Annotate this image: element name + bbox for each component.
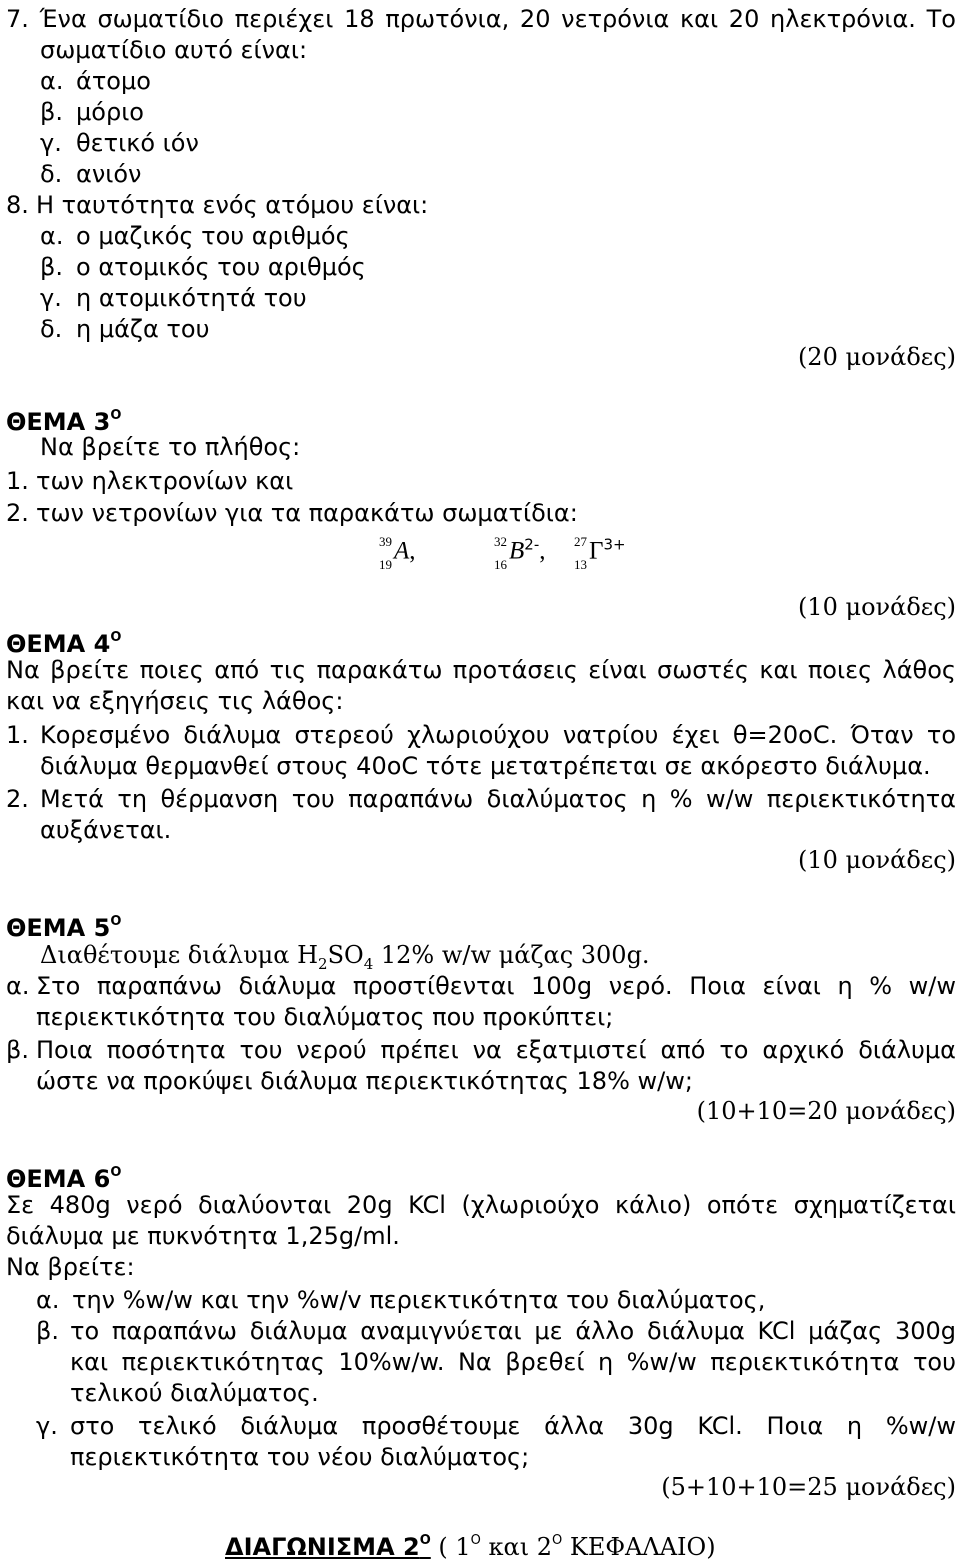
thema4-item1-line2: διάλυμα θερμανθεί στους 40οC τότε μετατρέπεται σε ακόρεστο διάλυμα. xyxy=(40,752,931,780)
thema3-intro: Να βρείτε το πλήθος: xyxy=(40,433,301,461)
q8-option-c: γ. η ατομικότητά του xyxy=(40,284,307,312)
thema4-points: (10 μονάδες) xyxy=(797,846,956,874)
thema6-ask: Να βρείτε: xyxy=(6,1253,135,1281)
thema5-b-line2: ώστε να προκύψει διάλυμα περιεκτικότητας 18% w/w; xyxy=(36,1067,693,1095)
q8-points: (20 μονάδες) xyxy=(797,343,956,371)
thema5-title: ΘΕΜΑ $5^O$ xyxy=(6,914,122,942)
thema4-item1-line1: Κορεσμένο διάλυμα στερεού χλωριούχου νατρίου έχει θ=20οC. Όταν το xyxy=(40,721,956,749)
thema5-intro: Διαθέτουμε διάλυμα $H_2SO_4$ 12% w/w μάζας 300g. xyxy=(40,941,650,973)
thema4-item1-label: 1. xyxy=(6,721,29,749)
thema6-c-label: γ. xyxy=(36,1412,58,1440)
footer-title: ΔΙΑΓΩΝΙΣΜΑ $2^O$ xyxy=(225,1533,431,1561)
thema4-item2-line2: αυξάνεται. xyxy=(40,816,172,844)
q8-option-b: β. ο ατομικός του αριθμός xyxy=(40,253,366,281)
q8-text: 8. Η ταυτότητα ενός ατόμου είναι: xyxy=(6,191,429,219)
thema3-item-1: 1. των ηλεκτρονίων και xyxy=(6,467,294,495)
thema6-title: ΘΕΜΑ $6^O$ xyxy=(6,1165,122,1193)
thema5-b-line1: Ποια ποσότητα του νερού πρέπει να εξατμιστεί από το αρχικό διάλυμα xyxy=(36,1036,956,1064)
thema6-c-line2: περιεκτικότητα του νέου διαλύματος; xyxy=(70,1443,530,1471)
thema6-intro-line2: διάλυμα με πυκνότητα 1,25g/ml. xyxy=(6,1222,400,1250)
thema6-intro-line1: Σε 480g νερό διαλύονται 20g KCl (χλωριούχο κάλιο) οπότε σχηματίζεται xyxy=(6,1191,956,1219)
thema6-points: (5+10+10=25 μονάδες) xyxy=(661,1473,956,1501)
q7-option-c: γ. θετικό ιόν xyxy=(40,129,199,157)
q8-option-a: α. ο μαζικός του αριθμός xyxy=(40,222,350,250)
q7-number: 7. xyxy=(6,5,29,33)
thema6-b-line2: και περιεκτικότητας 10%w/w. Να βρεθεί η %w/w περιεκτικότητα του xyxy=(70,1348,956,1376)
thema3-item-2: 2. των νετρονίων για τα παρακάτω σωματίδια: xyxy=(6,499,578,527)
thema6-b-line3: τελικού διαλύματος. xyxy=(70,1379,319,1407)
particle-b: 32 16 $B^{2-}$, xyxy=(494,534,546,572)
thema4-item2-label: 2. xyxy=(6,785,29,813)
thema4-item2-line1: Μετά τη θέρμανση του παραπάνω διαλύματος η % w/w περιεκτικότητα xyxy=(40,785,956,813)
q7-option-b: β. μόριο xyxy=(40,98,144,126)
thema5-a-line2: περιεκτικότητα του διαλύματος που προκύπτει; xyxy=(36,1003,614,1031)
thema4-intro-line2: και να εξηγήσεις τις λάθος: xyxy=(6,687,344,715)
thema6-b-label: β. xyxy=(36,1317,59,1345)
q8-option-d: δ. η μάζα του xyxy=(40,315,210,343)
thema6-a: α. την %w/w και την %w/v περιεκτικότητα του διαλύματος, xyxy=(36,1286,766,1314)
thema5-a-label: α. xyxy=(6,972,30,1000)
thema5-b-label: β. xyxy=(6,1036,29,1064)
particle-a: 39 19 A, xyxy=(379,534,416,572)
particle-c: 27 13 $\Gamma^{3+}$ xyxy=(574,534,626,572)
q7-option-d: δ. ανιόν xyxy=(40,160,142,188)
q7-option-a: α. άτομο xyxy=(40,67,151,95)
thema4-title: ΘΕΜΑ $4^O$ xyxy=(6,630,122,658)
thema6-b-line1: το παραπάνω διάλυμα αναμιγνύεται με άλλο διάλυμα KCl μάζας 300g xyxy=(70,1317,956,1345)
thema3-points: (10 μονάδες) xyxy=(797,593,956,621)
thema4-intro-line1: Να βρείτε ποιες από τις παρακάτω προτάσεις είναι σωστές και ποιες λάθος xyxy=(6,656,956,684)
page-footer: ΔΙΑΓΩΝΙΣΜΑ $2^O$ ( $1^O$ και $2^O$ ΚΕΦΑΛΑΙΟ) xyxy=(225,1533,716,1561)
q7-text-line1: 7. Ένα σωματίδιο περιέχει 18 πρωτόνια, 20 νετρόνια και 20 ηλεκτρόνια. Το xyxy=(6,5,956,33)
q7-text-line2: σωματίδιο αυτό είναι: xyxy=(40,36,308,64)
thema5-a-line1: Στο παραπάνω διάλυμα προστίθενται 100g νερό. Ποια είναι η % w/w xyxy=(36,972,956,1000)
thema6-c-line1: στο τελικό διάλυμα προσθέτουμε άλλα 30g KCl. Ποια η %w/w xyxy=(70,1412,956,1440)
thema5-points: (10+10=20 μονάδες) xyxy=(696,1097,956,1125)
thema3-title: ΘΕΜΑ $3^O$ xyxy=(6,408,122,436)
